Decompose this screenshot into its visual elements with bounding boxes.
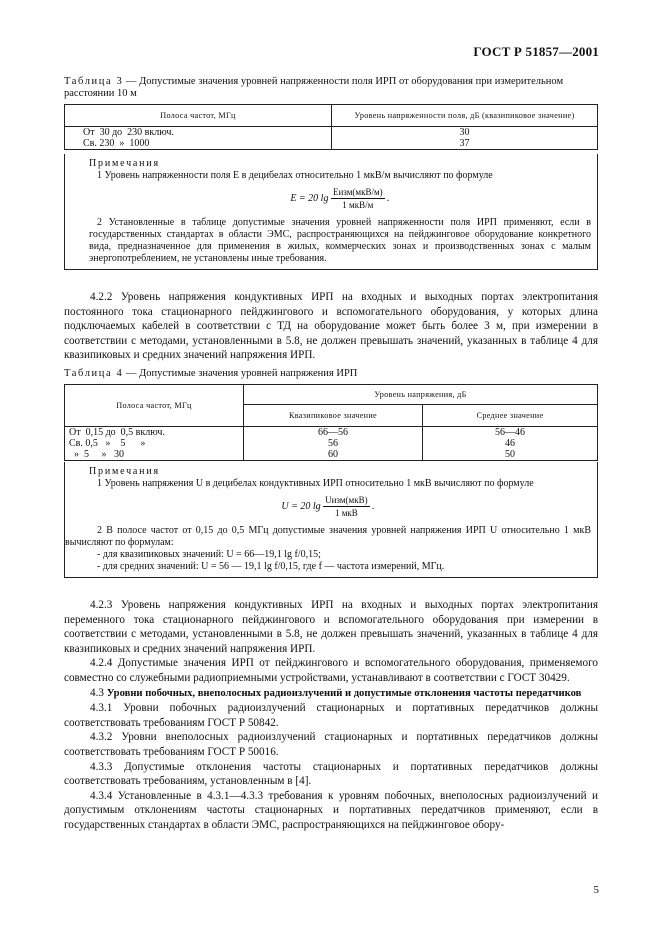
table4-formula-end: .: [372, 500, 375, 512]
table3-band-cell: Св. 230 » 1000: [65, 138, 332, 150]
paragraph-4-2-2: [64, 290, 598, 363]
table4-note1: 1 Уровень напряжения U в децибелах кондуктивных ИРП относительно 1 мкВ вычисляют по формуле: [97, 478, 534, 489]
table4-formula-lhs: U = 20 lg: [281, 500, 321, 512]
paragraph-4-2-3: 4.2.3 Уровень напряжения кондуктивных ИРП на входных и выходных портах электропитания переменного тока стационарного пейджингового и вспомогательного оборудования при измерении в соответствии с методами, установленными в 5.8, не должен превышать значений, указанных в таблице 4 для квазипиковых и средних значений напряжения ИРП.: [64, 599, 598, 655]
table-row: [65, 127, 598, 139]
table4-note2: 2 В полосе частот от 0,15 до 0,5 МГц допустимые значения уровней напряжения ИРП U относительно 1 мкВ вычисляют по формулам:: [65, 525, 591, 548]
table3-value-cell: 30: [332, 127, 598, 139]
heading-4-3-text: Уровни побочных, внеполосных радиоизлучений и допустимые отклонения частоты передатчиков: [106, 687, 582, 699]
table4-note2-quasi: - для квазипиковых значений: U = 66—19,1 lg f/0,15;: [97, 549, 321, 560]
paragraph-4-3-4: 4.3.4 Установленные в 4.3.1—4.3.3 требования к уровням побочных, внеполосных радиоизлучений и допустимым отклонениям частоты стационарных и портативных передатчиков применяют, если в государственных стандартах в области ЭМС, распространяющихся на пейджинговое обору-: [64, 789, 598, 831]
table3-formula-fraction: [331, 186, 385, 211]
table3-header-band: Полоса частот, МГц: [65, 105, 332, 127]
table4-avg-cell: 46: [423, 438, 598, 449]
paragraph-4-3-2: 4.3.2 Уровни внеполосных радиоизлучений стационарных и портативных передатчиков должны соответствовать требованиям ГОСТ Р 50016.: [64, 731, 598, 758]
table3-notes-title: Примечания: [89, 158, 160, 169]
table4-band-cell: » 5 » 30: [65, 449, 244, 461]
table4-formula-numerator: Uизм(мкВ): [325, 495, 368, 505]
table3-note1: 1 Уровень напряженности поля E в децибелах относительно 1 мкВ/м вычисляют по формуле: [97, 170, 493, 181]
table-row: [65, 438, 598, 449]
table3: [64, 104, 598, 150]
table4-formula-denominator: 1 мкВ: [334, 508, 358, 518]
page-number: 5: [593, 884, 599, 896]
table3-label: Таблица 3: [64, 76, 124, 87]
table4-band-cell: Св. 0,5 » 5 »: [65, 438, 244, 449]
table4-qp-cell: 60: [244, 449, 423, 461]
table-row: [65, 449, 598, 461]
table4-header-band: Полоса частот, МГц: [65, 385, 244, 427]
table3-formula-lhs: E = 20 lg: [290, 192, 329, 204]
table4-caption-text: — Допустимые значения уровней напряжения ИРП: [123, 368, 358, 379]
table4-qp-cell: 56: [244, 438, 423, 449]
table3-caption-text: — Допустимые значения уровней напряженности поля ИРП от оборудования при измерительном расстоянии 10 м: [64, 76, 564, 99]
table3-caption: [64, 76, 598, 100]
table4: [64, 384, 598, 461]
heading-4-3: [64, 686, 598, 702]
table3-formula-end: .: [387, 192, 390, 204]
paragraph-4-3-1: 4.3.1 Уровни побочных радиоизлучений стационарных и портативных передатчиков должны соответствовать требованиям ГОСТ Р 50842.: [64, 702, 598, 729]
table3-value-cell: 37: [332, 138, 598, 150]
table3-formula-denominator: 1 мкВ/м: [342, 200, 374, 210]
table4-qp-cell: 66—56: [244, 427, 423, 439]
table3-formula: [89, 186, 591, 211]
table3-notes: [64, 154, 598, 270]
table-row: [65, 427, 598, 439]
table3-header-level: Уровень напряженности поля, дБ (квазипиковое значение): [332, 105, 598, 127]
table4-formula: [65, 494, 591, 519]
table4-label: Таблица 4: [64, 368, 124, 379]
table4-notes-title: Примечания: [89, 466, 160, 477]
main-text-block: [64, 598, 598, 833]
table4-header-avg: Среднее значение: [423, 405, 598, 427]
table3-formula-numerator: Eизм(мкВ/м): [332, 187, 383, 197]
paragraph-4-2-4: 4.2.4 Допустимые значения ИРП от пейджингового и вспомогательного оборудования, применяемого совместно со служебными радиоприемными устройствами, устанавливают в соответствии с ГОСТ 30429.: [64, 657, 598, 684]
table4-formula-fraction: [323, 494, 370, 519]
paragraph-4-3-3: 4.3.3 Допустимые отклонения частоты стационарных и портативных передатчиков должны соответствовать требованиям, установленным в [4].: [64, 760, 598, 788]
table4-header-level: Уровень напряжения, дБ: [244, 385, 598, 405]
paragraph-text: 4.2.2 Уровень напряжения кондуктивных ИРП на входных и выходных портах электропитания постоянного тока стационарного пейджингового и вспомогательного оборудования, у которых длина подключаемых кабелей в соответствии с ТД на оборудование может быть более 3 м, при измерении в соответствии с методами, установленными в 5.8, не должен превышать значений, указанных в таблице 4 для квазипиковых и средних значений напряжения ИРП.: [64, 291, 598, 362]
table3-note2: 2 Установленные в таблице допустимые значения уровней напряженности поля ИРП применяют, если в государственных стандартах в области ЭМС, распространяющихся на пейджинговое оборудование конкретного вида, предназначенное для применения в жилых, коммерческих зонах и производственных зонах с малым энергопотреблением, не установлены иные требования.: [89, 217, 591, 264]
table4-avg-cell: 56—46: [423, 427, 598, 439]
table4-avg-cell: 50: [423, 449, 598, 461]
table4-notes: [64, 462, 598, 578]
table-row: [65, 138, 598, 150]
table4-header-qp: Квазипиковое значение: [244, 405, 423, 427]
table4-caption: [64, 368, 598, 380]
heading-4-3-number: 4.3: [90, 686, 104, 699]
table4-band-cell: От 0,15 до 0,5 включ.: [65, 427, 244, 439]
table4-note2-avg: - для средних значений: U = 56 — 19,1 lg f/0,15, где f — частота измерений, МГц.: [97, 561, 445, 572]
table3-band-cell: От 30 до 230 включ.: [65, 127, 332, 139]
standard-header: ГОСТ Р 51857—2001: [473, 44, 599, 59]
